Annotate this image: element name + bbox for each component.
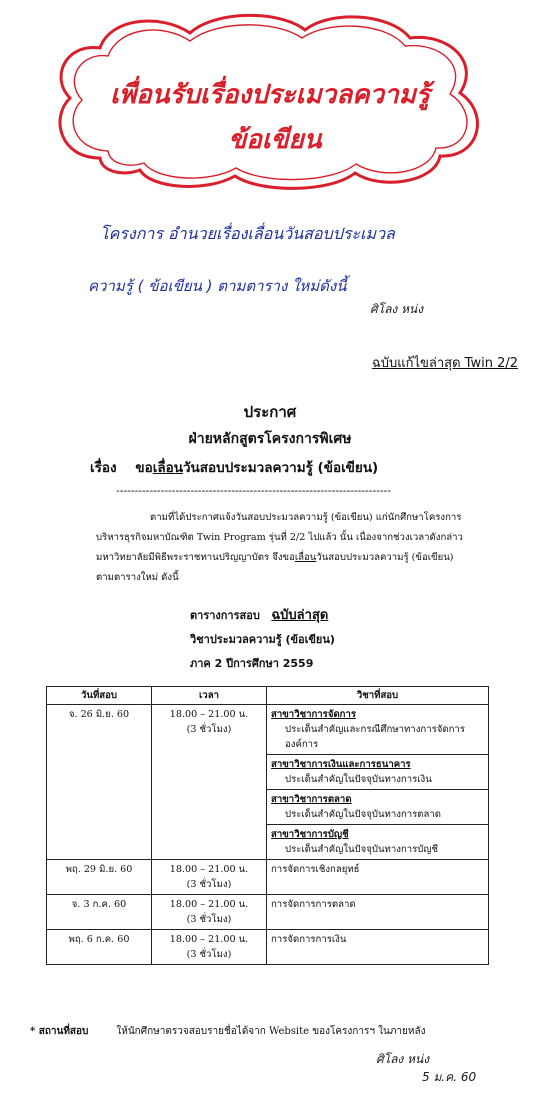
subject-desc-cont: องค์การ: [285, 739, 319, 750]
row1-subject-2: [267, 755, 489, 790]
announcement-subject: [90, 456, 378, 478]
table-row: [47, 705, 489, 755]
subject-desc: ประเด็นสำคัญในปัจจุบันทางการบัญชี: [285, 844, 439, 855]
table-row: [47, 930, 489, 965]
body-line3-suffix: วันสอบประมวลความรู้ (ข้อเขียน): [316, 552, 454, 563]
header-time: เวลา: [152, 687, 267, 705]
signoff-date: 5 ม.ค. 60: [422, 1070, 477, 1084]
subject-desc: ประเด็นสำคัญในปัจจุบันทางการตลาด: [285, 809, 441, 820]
subject-suffix: วันสอบประมวลความรู้ (ข้อเขียน): [182, 460, 379, 476]
page-title: ประกาศ: [243, 403, 297, 421]
row4-subject: การจัดการการเงิน: [267, 930, 489, 965]
schedule-term: ภาค 2 ปีการศึกษา 2559: [190, 657, 314, 670]
note-text: ให้นักศึกษาตรวจสอบรายชื่อได้จาก Website ของโครงการฯ ในภายหลัง: [116, 1026, 426, 1037]
row2-duration: (3 ชั่วโมง): [186, 879, 232, 890]
schedule-heading-tag: ฉบับล่าสุด: [271, 608, 329, 623]
subject-label: เรื่อง: [90, 460, 117, 476]
handwritten-initials: ศิโลง หน่ง: [370, 302, 424, 316]
row4-time: [152, 930, 267, 965]
body-line3-keyword: เลื่อน: [294, 552, 317, 563]
note-label: * สถานที่สอบ: [30, 1026, 89, 1037]
subject-title: สาขาวิชาการบัญชี: [271, 829, 349, 840]
row2-date: พฤ. 29 มิ.ย. 60: [47, 860, 152, 895]
subject-desc: ประเด็นสำคัญในปัจจุบันทางการเงิน: [285, 774, 432, 785]
body-line3-prefix: มหาวิทยาลัยมีพิธีพระราชทานปริญญาบัตร จึงขอ: [96, 552, 295, 563]
body-line-1: ตามที่ได้ประกาศแจ้งวันสอบประมวลความรู้ (ข้อเขียน) แก่นักศึกษาโครงการ: [150, 512, 462, 523]
signoff-initials: ศิโลง หน่ง: [376, 1052, 430, 1066]
table-row: [47, 860, 489, 895]
table-header-row: [47, 687, 489, 705]
handwritten-note-line1: โครงการ อำนวยเรื่องเลื่อนวันสอบประเมวล: [100, 224, 395, 243]
row4-duration: (3 ชั่วโมง): [186, 949, 232, 960]
row1-subject-4: [267, 825, 489, 860]
row2-time-range: 18.00 – 21.00 น.: [169, 864, 249, 875]
row3-date: จ. 3 ก.ค. 60: [47, 895, 152, 930]
stamp-line1: เพื่อนรับเรื่องประเมวลความรู้: [110, 80, 430, 110]
subject-title: สาขาวิชาการเงินและการธนาคาร: [271, 759, 411, 770]
subject-title: สาขาวิชาการตลาด: [271, 794, 352, 805]
schedule-course: วิชาประมวลความรู้ (ข้อเขียน): [190, 633, 335, 646]
row1-date: จ. 26 มิ.ย. 60: [47, 705, 152, 860]
row3-duration: (3 ชั่วโมง): [186, 914, 232, 925]
subject-title: สาขาวิชาการจัดการ: [271, 709, 357, 720]
body-line-2: บริหารธุรกิจมหาบัณฑิต Twin Program รุ่นที่ 2/2 ไปแล้ว นั้น เนื่องจากช่วงเวลาดังกล่าว: [96, 532, 463, 543]
row3-subject: การจัดการการตลาด: [267, 895, 489, 930]
table-row: [47, 895, 489, 930]
handwritten-note-line2: ความรู้ ( ข้อเขียน ) ตามตาราง ใหม่ดังนี้: [88, 277, 347, 295]
header-date: วันที่สอบ: [47, 687, 152, 705]
department-name: ฝ่ายหลักสูตรโครงการพิเศษ: [188, 431, 352, 447]
subject-keyword: เลื่อน: [152, 460, 183, 476]
version-label: ฉบับแก้ไขล่าสุด Twin 2/2: [371, 356, 518, 371]
separator-line: --------------------------------------------------------------------------: [116, 484, 392, 497]
stamp-line2: ข้อเขียน: [228, 125, 322, 155]
cloud-stamp: [40, 8, 500, 198]
row2-subject: การจัดการเชิงกลยุทธ์: [267, 860, 489, 895]
exam-schedule-table: [46, 686, 489, 965]
row4-date: พฤ. 6 ก.ค. 60: [47, 930, 152, 965]
schedule-heading: [190, 604, 328, 625]
row1-subject-3: [267, 790, 489, 825]
subject-desc: ประเด็นสำคัญและกรณีศึกษาทางการจัดการ: [285, 724, 465, 735]
schedule-heading-label: ตารางการสอบ: [190, 609, 260, 622]
row3-time-range: 18.00 – 21.00 น.: [169, 899, 249, 910]
row3-time: [152, 895, 267, 930]
row4-time-range: 18.00 – 21.00 น.: [169, 934, 249, 945]
row1-duration: (3 ชั่วโมง): [186, 724, 232, 735]
row1-time: [152, 705, 267, 860]
row1-time-range: 18.00 – 21.00 น.: [169, 709, 249, 720]
body-line-4: ตามตารางใหม่ ดังนี้: [96, 572, 179, 583]
row2-time: [152, 860, 267, 895]
subject-prefix: ขอ: [135, 460, 153, 476]
row1-subject-1: [267, 705, 489, 755]
body-line-3: [96, 550, 454, 565]
header-subject: วิชาที่สอบ: [267, 687, 489, 705]
exam-location-note: [30, 1024, 426, 1039]
